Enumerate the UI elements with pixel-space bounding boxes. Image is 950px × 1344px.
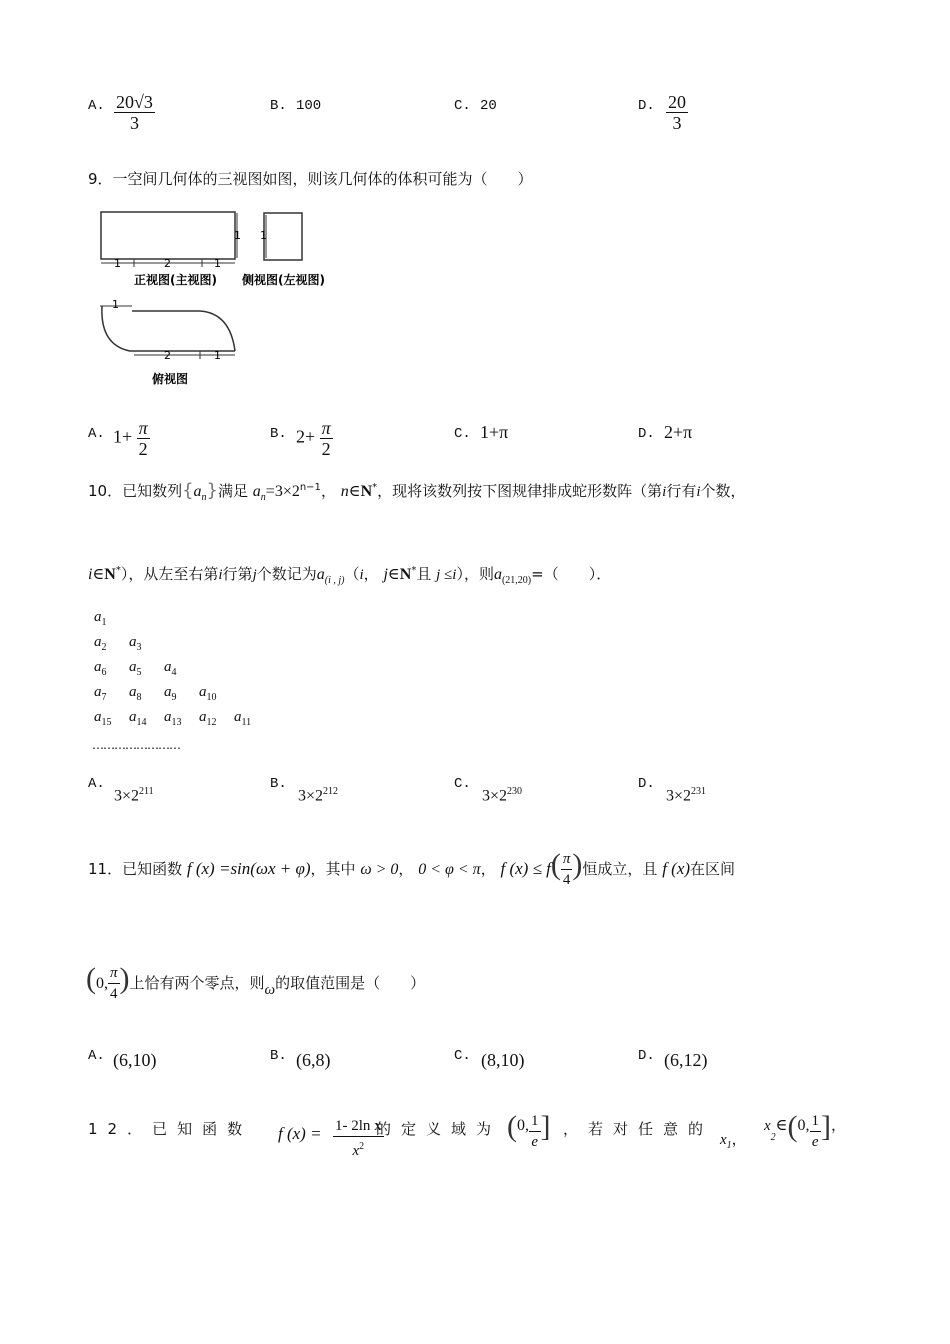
- q12-function-lhs: f (x) =: [278, 1124, 322, 1143]
- q9-option-b-prefix: 2+: [296, 426, 316, 447]
- q10-option-d-expr: $3\times 2^{231}$: [666, 786, 707, 805]
- triangle-cell: [199, 681, 217, 703]
- triangle-cell-index: 7: [101, 692, 107, 704]
- triangle-cell: [94, 656, 107, 678]
- q9-option-b-expr: [296, 418, 333, 459]
- triangle-cell: [94, 606, 107, 628]
- triangle-cell-index: 2: [101, 642, 107, 654]
- q11-option-d-label: D.: [638, 1048, 655, 1064]
- q10-option-c-label: C.: [454, 776, 471, 792]
- q9-option-c-value: 1+π: [480, 422, 509, 442]
- triangle-cell-index: 8: [136, 692, 142, 704]
- q12-x1: $x_1$，: [720, 1130, 747, 1151]
- q9-option-a-label: A.: [88, 426, 105, 442]
- triangle-cell: [94, 706, 112, 728]
- q11-line2: (0, $\frac{\pi}{4}$ )上恰有两个零点，则ω的取值范围是（ ）: [86, 962, 426, 1002]
- q11-phi-cond: 0 < φ < π: [418, 861, 481, 878]
- q8-option-d-denominator: 3: [672, 113, 682, 133]
- q11-omega-cond: ω > 0: [360, 861, 399, 878]
- triangle-cell-index: 14: [136, 717, 147, 729]
- triangle-cell: [129, 656, 142, 678]
- triangle-cell-letter: a: [164, 659, 172, 675]
- front-dim-2: 2: [164, 257, 171, 270]
- triangle-cell-index: 1: [101, 617, 107, 629]
- triangle-cell: [94, 681, 107, 703]
- q11-fx: f (x): [662, 859, 691, 878]
- q11-text-7: 上恰有两个零点，则: [129, 974, 265, 992]
- q10-an: a: [252, 483, 261, 500]
- q11-text-8: 的取值范围是（ ）: [275, 974, 426, 992]
- triangle-cell: [164, 681, 177, 703]
- q10-text-3: ，现将该数列按下图规律排成蛇形数阵（第: [377, 482, 663, 500]
- q10-text-4: 行有: [666, 482, 697, 500]
- q11-option-c-value: (8,10): [481, 1050, 525, 1070]
- triangle-cell-index: 10: [206, 692, 217, 704]
- triangle-cell-index: 5: [136, 667, 142, 679]
- q10-l2-text-b: ），从左至右第: [120, 565, 219, 583]
- triangle-cell-index: 3: [136, 642, 142, 654]
- top-dim-2: 2: [164, 349, 171, 362]
- q10-sub-ij: (i , j): [324, 575, 345, 586]
- q9-option-a-num: π: [138, 418, 148, 438]
- triangle-cell-letter: a: [129, 659, 137, 675]
- triangle-cell-letter: a: [94, 634, 102, 650]
- q12-text-3: ，若对任意的: [563, 1120, 714, 1138]
- q8-option-d-fraction: [666, 92, 688, 133]
- q9-option-b-label: B.: [270, 426, 287, 442]
- triangle-cell-letter: a: [129, 709, 137, 725]
- triangle-cell-letter: a: [94, 659, 102, 675]
- triangle-cell-letter: a: [199, 709, 207, 725]
- front-dim-1b: 1: [214, 257, 221, 270]
- q9-option-d-value: 2+π: [664, 422, 693, 442]
- triangle-cell-index: 12: [206, 717, 217, 729]
- q8-option-b-value: 100: [296, 98, 322, 114]
- q12-text-2: 的定义域为: [376, 1120, 502, 1138]
- triangle-cell: [199, 706, 217, 728]
- front-view-caption: 正视图(主视图): [134, 273, 217, 287]
- triangle-cell-letter: a: [94, 684, 102, 700]
- triangle-cell-index: 11: [241, 717, 252, 729]
- q11-option-a-label: A.: [88, 1048, 105, 1064]
- q9-option-a-expr: [113, 418, 150, 459]
- triangle-cell-letter: a: [129, 684, 137, 700]
- q11-function-def: f (x) =sin(ωx + φ): [186, 859, 311, 878]
- q8-option-a-denominator: 3: [129, 113, 139, 133]
- q10-text-5: 个数，: [700, 482, 746, 500]
- top-dim-1a: 1: [112, 298, 119, 311]
- q10-seq-sub: n: [201, 492, 207, 503]
- q9-option-c-label: C.: [454, 426, 471, 442]
- q12-domain: (0, $\frac{1}{e}$ ]: [507, 1110, 551, 1150]
- q9-stem: 9．一空间几何体的三视图如图，则该几何体的体积可能为（ ）: [88, 170, 533, 188]
- triangle-cell: [129, 681, 142, 703]
- q10-formula-exp: n−1: [299, 482, 321, 493]
- q8-option-a-numerator: 20√3: [116, 92, 153, 112]
- q11-option-a-value: (6,10): [113, 1050, 157, 1070]
- top-view-curve-left: [102, 306, 235, 351]
- q10-text-1: 10．已知数列: [88, 482, 183, 500]
- q9-option-b-num: π: [321, 418, 331, 438]
- q10-option-b-label: B.: [270, 776, 287, 792]
- top-view-curve-right: [132, 311, 235, 351]
- q9-option-a-prefix: 1+: [113, 426, 133, 447]
- q8-option-a-label: A.: [88, 98, 105, 114]
- q11-line1: 11．已知函数 f (x) =sin(ωx + φ)，其中 ω > 0， 0 < φ < π， f (x) ≤ f( $\frac{\pi}{4}$ )恒成立，且 f (x)在区间: [88, 848, 736, 888]
- triangle-cell: [164, 656, 177, 678]
- front-dim-1a: 1: [114, 257, 121, 270]
- q10-option-a-label: A.: [88, 776, 105, 792]
- triangle-cell-index: 4: [171, 667, 177, 679]
- triangle-cell: [234, 706, 251, 728]
- top-dim-1b: 1: [214, 349, 221, 362]
- q11-option-c-label: C.: [454, 1048, 471, 1064]
- q8-option-d-label: D.: [638, 98, 655, 114]
- triangle-cell-index: 6: [101, 667, 107, 679]
- q11-option-b-label: B.: [270, 1048, 287, 1064]
- triangle-cell-letter: a: [234, 709, 242, 725]
- triangle-cell-index: 15: [101, 717, 112, 729]
- triangle-cell-letter: a: [94, 609, 102, 625]
- triangle-cell-letter: a: [164, 684, 172, 700]
- q9-option-b-den: 2: [321, 439, 331, 459]
- triangle-cell: [164, 706, 182, 728]
- q10-seq: a: [193, 483, 202, 500]
- triangle-cell: [94, 631, 107, 653]
- triangle-cell-letter: a: [199, 684, 207, 700]
- q10-N: N: [360, 483, 373, 500]
- q12-function-fraction: $\frac{\text{1- 2ln x}}{x^2}$: [335, 1118, 382, 1159]
- q10-dots: ……………………: [92, 738, 180, 752]
- side-view-caption: 侧视图(左视图): [242, 273, 325, 287]
- q10-sub-target: (21,20): [501, 575, 532, 586]
- triangle-cell: [129, 631, 142, 653]
- q10-n-in: n∈: [340, 483, 361, 500]
- q8-option-a-fraction: [114, 92, 155, 133]
- q9-option-a-den: 2: [138, 439, 148, 459]
- q10-line2: i∈N*），从左至右第i行第j个数记为$a_{(i , j)}(i$， j∈N*且 j ≤i），则$a_{(21,20)}=$（ ）．: [88, 565, 612, 586]
- triangle-cell: [129, 706, 147, 728]
- triangle-cell-letter: a: [164, 709, 172, 725]
- q10-line1: 10．已知数列$\{a_n\}$满足 $a_n=3\times 2^{n-1}$， n∈N*，现将该数列按下图规律排成蛇形数阵（第i行有i个数，: [88, 480, 746, 503]
- triangle-cell-index: 9: [171, 692, 177, 704]
- q10-formula: =3×2: [265, 483, 300, 500]
- q12-numerator: 1- 2ln x: [333, 1116, 384, 1137]
- q12-x2-range: $x_2\in(0$, $\frac{1}{e}$ ]，: [764, 1110, 847, 1150]
- q9-option-d-label: D.: [638, 426, 655, 442]
- q8-option-d-numerator: 20: [668, 92, 686, 112]
- side-view-rect: [264, 213, 302, 260]
- q11-option-d-value: (6,12): [664, 1050, 708, 1070]
- q8-option-c-value: 20: [480, 98, 497, 114]
- q8-option-b-label: B.: [270, 98, 287, 114]
- q11-text-1: 11．已知函数: [88, 860, 183, 878]
- q12-text-1: 12．已知函数: [88, 1120, 253, 1138]
- q8-option-c-label: C.: [454, 98, 471, 114]
- side-height-label: 1: [260, 229, 267, 242]
- q11-inequality: f (x) ≤ f: [500, 859, 551, 878]
- q10-option-b-expr: $3\times 2^{212}$: [298, 786, 339, 805]
- top-view-caption: 俯视图: [152, 372, 189, 386]
- q10-option-c-expr: $3\times 2^{230}$: [482, 786, 523, 805]
- q9-three-view-figure: [90, 205, 350, 395]
- front-view-rect: [101, 212, 235, 259]
- front-height-label: 1: [234, 229, 241, 242]
- q10-text-2: 满足: [218, 482, 249, 500]
- q10-option-d-label: D.: [638, 776, 655, 792]
- q10-option-a-expr: $3\times 2^{211}$: [114, 786, 154, 805]
- triangle-cell-letter: a: [129, 634, 137, 650]
- q11-option-b-value: (6,8): [296, 1050, 331, 1070]
- triangle-cell-index: 13: [171, 717, 182, 729]
- triangle-cell-letter: a: [94, 709, 102, 725]
